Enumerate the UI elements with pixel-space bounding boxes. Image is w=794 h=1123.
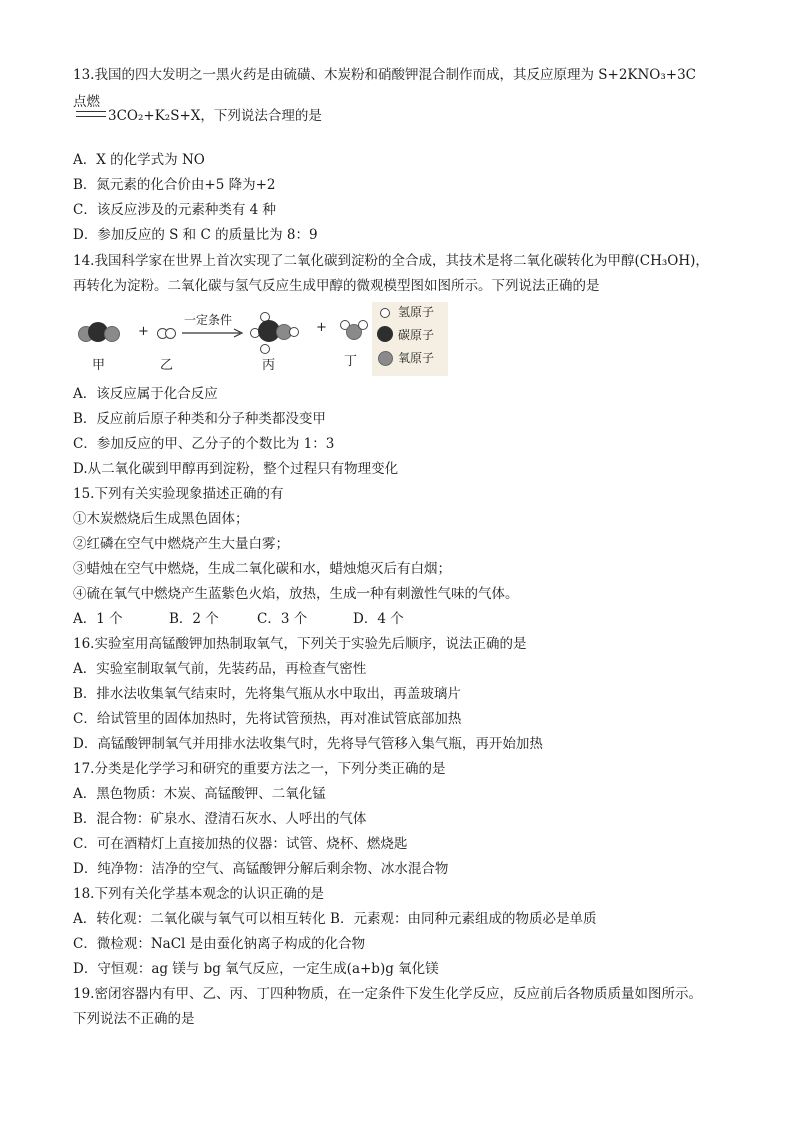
q15-option-c: C．3 个 xyxy=(257,611,308,627)
q13-reaction-equals-sign xyxy=(76,111,106,117)
q15-option-a: A．1 个 xyxy=(73,611,123,627)
q17-option-a: A．黑色物质：木炭、高锰酸钾、二氧化锰 xyxy=(73,786,326,802)
label-yi: 乙 xyxy=(160,358,174,373)
q16-option-a: A．实验室制取氧气前，先装药品，再检查气密性 xyxy=(73,661,367,677)
hydrogen-atom xyxy=(358,320,368,330)
q15-stem: 15.下列有关实验现象描述正确的有 xyxy=(73,486,284,502)
label-ding: 丁 xyxy=(344,354,358,369)
q19-stem-line2: 下列说法不正确的是 xyxy=(73,1011,195,1027)
q16-stem: 16.实验室用高锰酸钾加热制取氧气，下列关于实验先后顺序，说法正确的是 xyxy=(73,636,527,652)
q19-stem-line1: 19.密闭容器内有甲、乙、丙、丁四种物质，在一定条件下发生化学反应，反应前后各物质质量如图所示。 xyxy=(73,986,702,1002)
q18-option-a-b: A．转化观：二氧化碳与氧气可以相互转化 B．元素观：由同种元素组成的物质必是单质 xyxy=(73,911,597,927)
q14-option-d: D.从二氧化碳到甲醇再到淀粉，整个过程只有物理变化 xyxy=(73,461,399,477)
reaction-arrow-icon xyxy=(180,328,246,338)
q16-option-d: D．高锰酸钾制氧气并用排水法收集气时，先将导气管移入集气瓶，再开始加热 xyxy=(73,736,543,752)
q14-stem-line2: 再转化为淀粉。二氧化碳与氢气反应生成甲醇的微观模型图如图所示。下列说法正确的是 xyxy=(73,278,600,294)
q14-option-c: C．参加反应的甲、乙分子的个数比为 1：3 xyxy=(73,436,335,452)
hydrogen-legend-icon xyxy=(380,308,390,318)
legend-carbon-label: 碳原子 xyxy=(398,328,435,342)
q14-option-b: B．反应前后原子种类和分子种类都没变甲 xyxy=(73,411,326,427)
label-bing: 丙 xyxy=(262,358,276,373)
q13-option-c: C．该反应涉及的元素种类有 4 种 xyxy=(73,202,277,218)
q13-stem-line1: 13.我国的四大发明之一黑火药是由硫磺、木炭粉和硝酸钾混合制作而成，其反应原理为 S+2KNO₃+3C xyxy=(73,67,697,83)
q14-option-a: A．该反应属于化合反应 xyxy=(73,386,218,402)
q17-option-c: C．可在酒精灯上直接加热的仪器：试管、烧杯、燃烧匙 xyxy=(73,836,408,852)
q15-option-b: B．2 个 xyxy=(169,611,219,627)
q15-item-2: ②红磷在空气中燃烧产生大量白雾； xyxy=(73,536,289,552)
q17-option-d: D．纯净物：洁净的空气、高锰酸钾分解后剩余物、冰水混合物 xyxy=(73,861,449,877)
q14-stem-line1: 14.我国科学家在世界上首次实现了二氧化碳到淀粉的全合成，其技术是将二氧化碳转化为甲醇(CH₃OH)， xyxy=(73,253,709,269)
q13-reaction-condition: 点燃 xyxy=(73,94,100,110)
plus-sign: + xyxy=(316,320,327,335)
q17-option-b: B．混合物：矿泉水、澄清石灰水、人呼出的气体 xyxy=(73,811,367,827)
q13-option-b: B．氮元素的化合价由+5 降为+2 xyxy=(73,177,276,193)
oxygen-legend-icon xyxy=(378,351,393,366)
label-jia: 甲 xyxy=(92,358,106,373)
arrow-condition: 一定条件 xyxy=(184,313,233,327)
q17-stem: 17.分类是化学学习和研究的重要方法之一，下列分类正确的是 xyxy=(73,761,446,777)
hydrogen-atom xyxy=(165,328,176,339)
hydrogen-atom xyxy=(289,327,299,337)
carbon-legend-icon xyxy=(377,326,393,342)
q16-option-c: C．给试管里的固体加热时，先将试管预热，再对准试管底部加热 xyxy=(73,711,462,727)
q13-option-d: D．参加反应的 S 和 C 的质量比为 8：9 xyxy=(73,227,318,243)
q13-stem-line2: 3CO₂+K₂S+X，下列说法合理的是 xyxy=(108,108,322,124)
q13-option-a: A．X 的化学式为 NO xyxy=(73,152,205,168)
q15-item-3: ③蜡烛在空气中燃烧，生成二氧化碳和水，蜡烛熄灭后有白烟； xyxy=(73,561,451,577)
plus-sign: + xyxy=(138,324,149,339)
legend-hydrogen-label: 氢原子 xyxy=(398,305,435,319)
oxygen-atom xyxy=(104,326,120,342)
q15-options xyxy=(73,610,404,628)
q15-item-1: ①木炭燃烧后生成黑色固体； xyxy=(73,511,249,527)
hydrogen-atom xyxy=(260,344,270,354)
q18-stem: 18.下列有关化学基本观念的认识正确的是 xyxy=(73,886,324,902)
atom-legend xyxy=(372,302,448,376)
legend-oxygen-label: 氧原子 xyxy=(398,351,435,365)
q15-item-4: ④硫在氧气中燃烧产生蓝紫色火焰，放热，生成一种有刺激性气味的气体。 xyxy=(73,586,519,602)
q16-option-b: B．排水法收集氧气结束时，先将集气瓶从水中取出，再盖玻璃片 xyxy=(73,686,461,702)
q18-option-c: C．微检观：NaCl 是由蚕化钠离子构成的化合物 xyxy=(73,936,366,952)
q18-option-d: D．守恒观：ag 镁与 bg 氧气反应，一定生成(a+b)g 氧化镁 xyxy=(73,961,439,977)
q15-option-d: D．4 个 xyxy=(353,611,404,627)
